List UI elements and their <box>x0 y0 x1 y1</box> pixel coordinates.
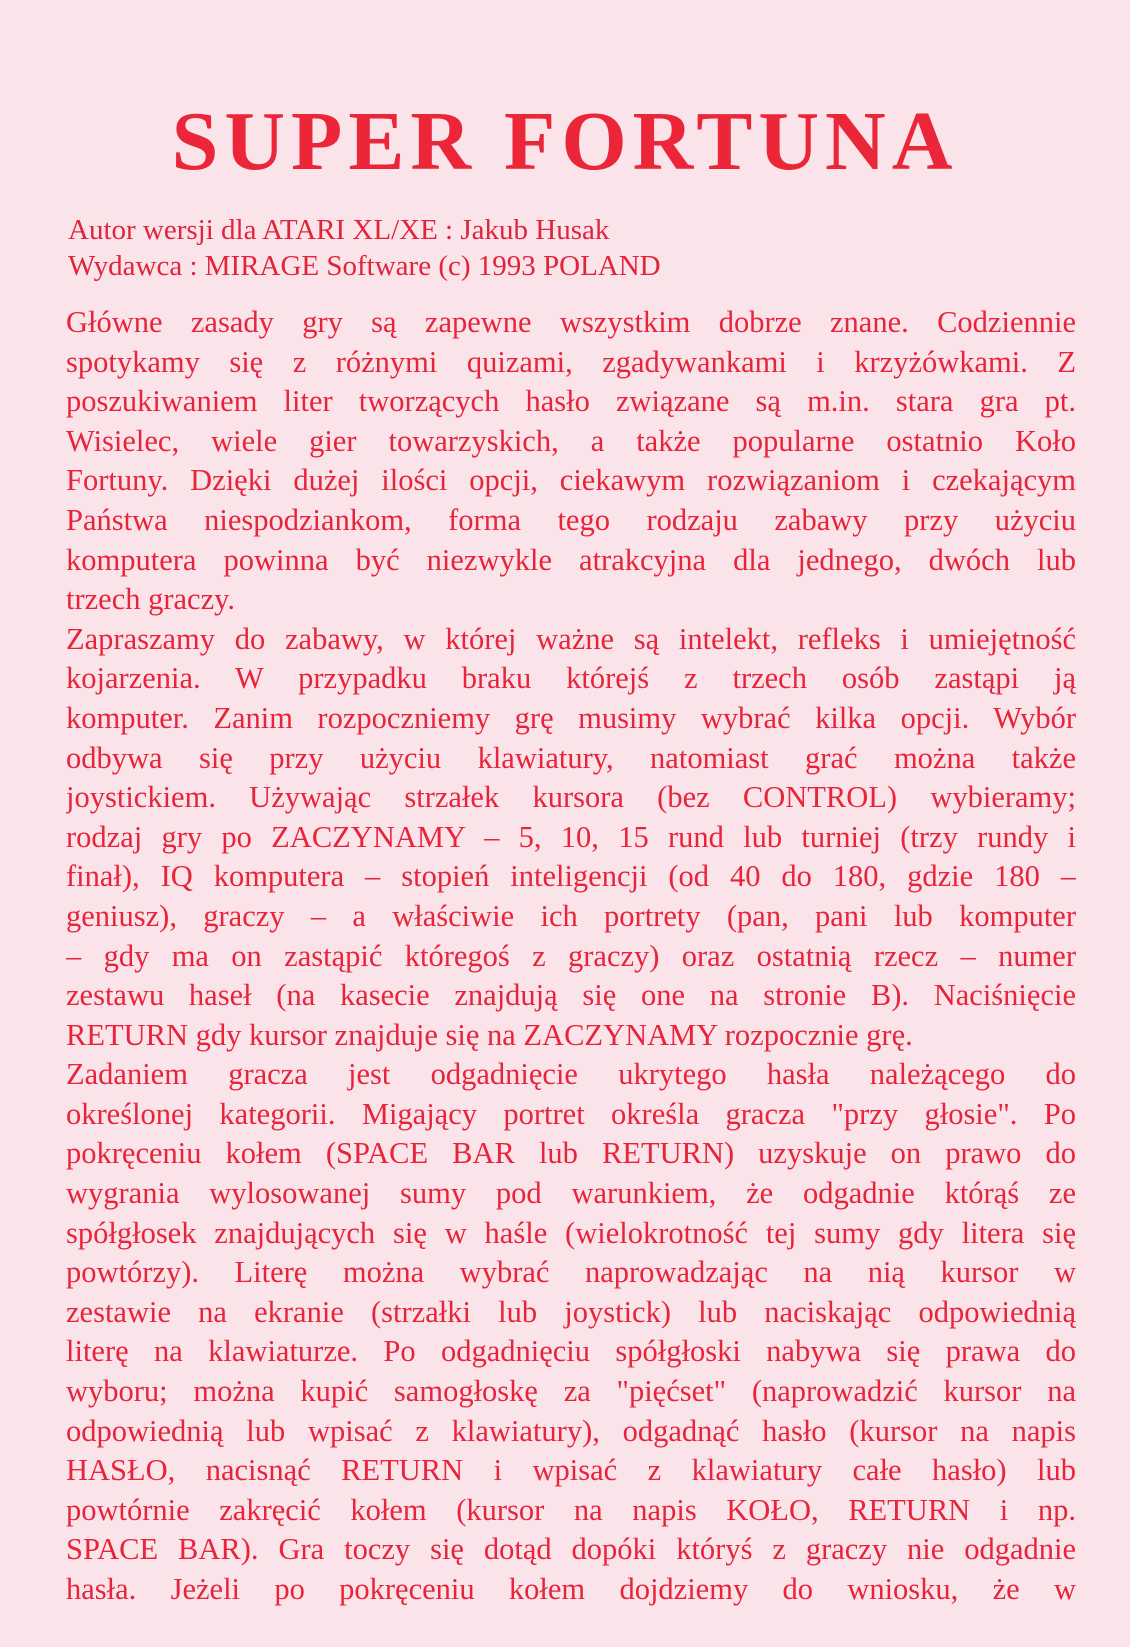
credits-block <box>68 212 661 284</box>
text-line: zestawie na ekranie (strzałki lub joystick) lub naciskając odpowiednią <box>66 1294 1076 1329</box>
text-line: RETURN gdy kursor znajduje się na ZACZYNAMY rozpocznie grę. <box>66 1017 913 1052</box>
text-line: określonej kategorii. Migający portret określa gracza "przy głosie". Po <box>66 1096 1076 1131</box>
author-line: Autor wersji dla ATARI XL/XE : Jakub Husak <box>68 214 610 246</box>
text-line: Fortuny. Dzięki dużej ilości opcji, ciekawym rozwiązaniom i czekającym <box>66 463 1076 498</box>
text-line: zestawu haseł (na kasecie znajdują się one na stronie B). Naciśnięcie <box>66 978 1076 1013</box>
text-line: odpowiednią lub wpisać z klawiatury), odgadnąć hasło (kursor na napis <box>66 1413 1076 1448</box>
text-line: rodzaj gry po ZACZYNAMY – 5, 10, 15 rund lub turniej (trzy rundy i <box>66 819 1076 854</box>
text-line: literę na klawiaturze. Po odgadnięciu spółgłoski nabywa się prawa do <box>66 1334 1076 1369</box>
text-line: poszukiwaniem liter tworzących hasło związane są m.in. stara gra pt. <box>66 384 1076 419</box>
text-line: powtórnie zakręcić kołem (kursor na napis KOŁO, RETURN i np. <box>66 1492 1076 1527</box>
text-line: pokręceniu kołem (SPACE BAR lub RETURN) uzyskuje on prawo do <box>66 1136 1076 1171</box>
text-line: finał), IQ komputera – stopień inteligencji (od 40 do 180, gdzie 180 – <box>66 859 1076 894</box>
text-line: odbywa się przy użyciu klawiatury, natomiast grać można także <box>66 740 1076 775</box>
text-line: HASŁO, nacisnąć RETURN i wpisać z klawiatury całe hasło) lub <box>66 1453 1076 1488</box>
page-title: SUPER FORTUNA <box>171 95 959 188</box>
text-line: spotykamy się z różnymi quizami, zgadywankami i krzyżówkami. Z <box>66 344 1076 379</box>
text-line: komputer. Zanim rozpoczniemy grę musimy wybrać kilka opcji. Wybór <box>66 700 1076 735</box>
text-line: wyboru; można kupić samogłoskę za "pięćset" (naprowadzić kursor na <box>66 1374 1076 1409</box>
text-line: Państwa niespodziankom, forma tego rodzaju zabawy przy użyciu <box>66 502 1076 537</box>
text-line: spółgłosek znajdujących się w haśle (wielokrotność tej sumy gdy litera się <box>66 1215 1076 1250</box>
text-line: SPACE BAR). Gra toczy się dotąd dopóki któryś z graczy nie odgadnie <box>66 1532 1076 1567</box>
text-line: powtórzy). Literę można wybrać naprowadzając na nią kursor w <box>66 1255 1076 1290</box>
text-line: wygrania wylosowanej sumy pod warunkiem, że odgadnie którąś ze <box>66 1176 1076 1211</box>
publisher-line: Wydawca : MIRAGE Software (c) 1993 POLAND <box>68 250 661 282</box>
text-line: joystickiem. Używając strzałek kursora (bez CONTROL) wybieramy; <box>66 780 1076 815</box>
text-line: Zadaniem gracza jest odgadnięcie ukrytego hasła należącego do <box>66 1057 1076 1092</box>
text-line: Główne zasady gry są zapewne wszystkim dobrze znane. Codziennie <box>66 305 1076 339</box>
text-line: trzech graczy. <box>66 582 236 617</box>
instructions-text <box>66 303 1076 1610</box>
text-line: kojarzenia. W przypadku braku którejś z trzech osób zastąpi ją <box>66 661 1076 696</box>
text-line: komputera powinna być niezwykle atrakcyjna dla jednego, dwóch lub <box>66 542 1076 577</box>
text-line: Zapraszamy do zabawy, w której ważne są intelekt, refleks i umiejętność <box>66 621 1076 656</box>
text-line: geniusz), graczy – a właściwie ich portrety (pan, pani lub komputer <box>66 898 1076 933</box>
text-line: Wisielec, wiele gier towarzyskich, a także popularne ostatnio Koło <box>66 423 1076 458</box>
text-line: – gdy ma on zastąpić któregoś z graczy) oraz ostatnią rzecz – numer <box>66 938 1076 973</box>
text-line: hasła. Jeżeli po pokręceniu kołem dojdziemy do wniosku, że w <box>66 1572 1076 1606</box>
